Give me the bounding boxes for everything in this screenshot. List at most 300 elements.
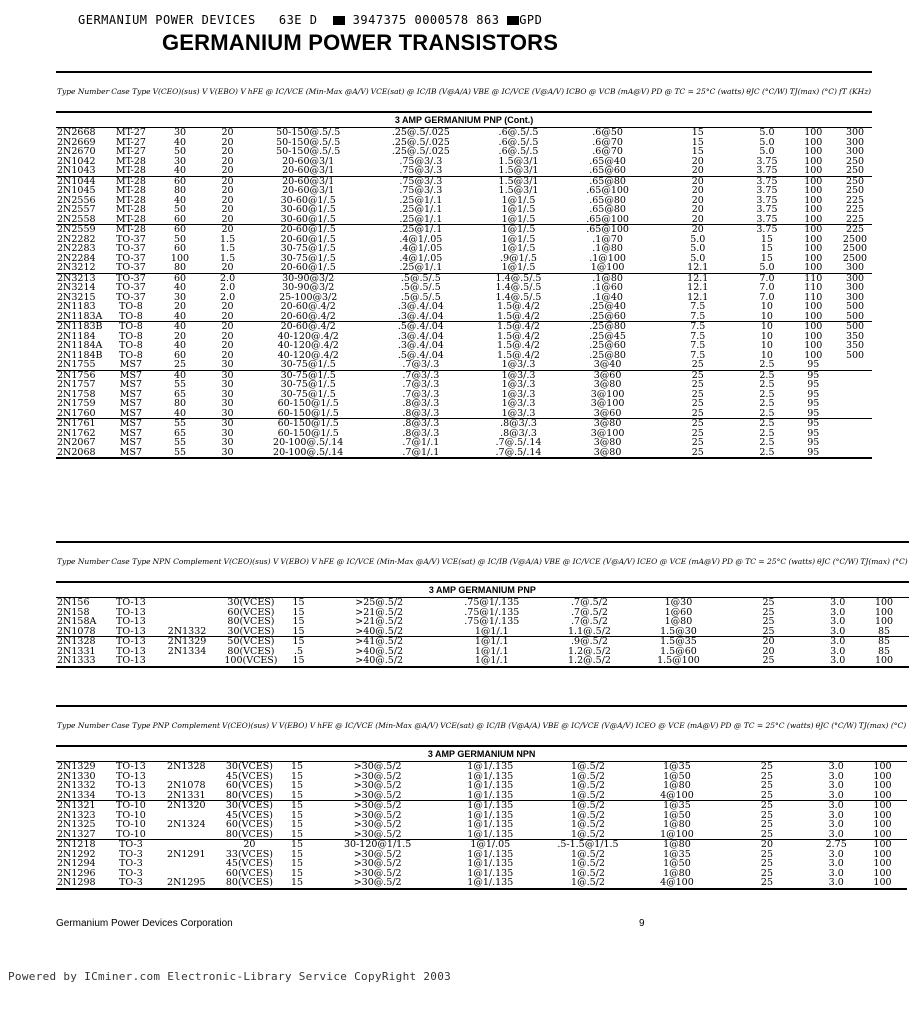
table-cell: 3.0	[828, 780, 844, 791]
table-cell: 20	[221, 310, 234, 322]
table-cell: MS7	[110, 419, 151, 429]
table-cell	[838, 448, 872, 459]
table-cell: .25@.5/.025	[391, 136, 450, 148]
table-cell: 3.0	[828, 770, 844, 782]
table-cell: 50-150@.5/.5	[276, 136, 341, 148]
table-cell: 15	[290, 858, 304, 869]
table-cell: 1@1/.5	[501, 213, 536, 225]
table-cell: 350	[845, 340, 865, 351]
table-cell	[152, 598, 223, 608]
table-cell: 2.5	[759, 359, 775, 370]
table-cell: MS7	[110, 370, 151, 380]
type-number-cell: 2N1330	[57, 770, 96, 782]
table-cell: 30-60@1/.5	[280, 194, 336, 206]
column-header: V(EBO) V	[280, 557, 317, 567]
table-cell: 2N1324	[167, 819, 206, 830]
table-cell: TO-13	[116, 606, 146, 618]
table-cell: 1@.5/2	[571, 828, 605, 840]
column-header: θJC (°C/W)	[746, 87, 788, 97]
table-cell: 3@40	[593, 359, 622, 370]
table-cell: 100	[170, 252, 190, 264]
table-cell: .25@1/.1	[399, 204, 443, 215]
table-cell: 3.0	[830, 655, 846, 666]
table-cell: 25	[762, 606, 775, 618]
table-cell: 55	[173, 437, 187, 448]
table-cell: MT-27	[115, 136, 146, 148]
table-cell	[838, 390, 872, 400]
table-cell: 30-60@1/.5	[280, 204, 336, 215]
table-row	[56, 840, 907, 850]
table-cell: 1@1/.135	[467, 828, 514, 840]
table-cell: .25@.5/.025	[391, 127, 450, 138]
table-cell: .25@60	[589, 340, 626, 351]
table-cell: 100	[804, 310, 823, 322]
table-cell: 3.0	[815, 801, 858, 811]
table-cell: 30(VCES)	[227, 597, 275, 608]
table-cell: .6@70	[592, 136, 623, 148]
table-cell: >30@.5/2	[353, 867, 402, 879]
type-number-cell: 2N1759	[57, 398, 96, 409]
table-cell: TO-8	[119, 349, 143, 361]
table-cell: 1@1/.5	[501, 194, 536, 206]
table-cell: 1.5	[220, 233, 236, 245]
table-cell: TO-37	[116, 291, 146, 303]
table-cell: .7@.5/2	[571, 597, 608, 608]
table-cell: 25	[762, 625, 775, 637]
table-cell: 100	[804, 301, 823, 312]
table-cell: 80	[173, 185, 187, 196]
table-cell: 25	[760, 819, 774, 830]
table-cell: 100	[858, 840, 907, 850]
table-cell: 1@.5/2	[571, 809, 605, 821]
column-header: VCE(sat) @ IC/IB (V@A/A)	[440, 721, 541, 731]
table-cell: 100	[804, 243, 823, 254]
table-cell: 3.75	[756, 194, 778, 206]
table-cell: 20	[762, 645, 775, 657]
column-header: V(CEO)(sus) V	[223, 557, 279, 567]
table-cell: 3.0	[830, 645, 846, 657]
table-cell: MS7	[119, 446, 143, 458]
table-cell: 300	[838, 273, 872, 283]
table-cell: 20	[721, 637, 816, 647]
table-cell: 2.5	[745, 370, 788, 380]
table-cell: 30	[221, 379, 234, 390]
table-cell: 1@3/.3	[501, 379, 536, 390]
table-cell: .8@3/.3	[500, 427, 537, 439]
table-cell: .75@3/.3	[370, 176, 472, 186]
column-header: V(EBO) V	[278, 721, 316, 731]
table-cell: 100	[804, 233, 823, 245]
table-cell: 10	[760, 301, 773, 312]
table-cell: 1@1/.135	[467, 789, 514, 801]
table-cell: 3@80	[593, 437, 622, 448]
table-cell: 40	[173, 136, 187, 148]
table-cell: 3.75	[756, 165, 778, 176]
table-cell: 100	[804, 349, 823, 361]
header-block-mark	[333, 16, 345, 25]
table-cell: 15	[292, 625, 305, 637]
table-cell: TO-13	[116, 655, 146, 666]
table-cell: TO-13	[110, 637, 151, 647]
table-cell: 10	[760, 349, 773, 361]
table-cell: .6@.5/.5	[498, 127, 539, 138]
table-cell: 3.75	[745, 176, 788, 186]
type-number-cell: 2N1045	[57, 185, 96, 196]
table-cell: 25	[650, 370, 745, 380]
table-cell: 15	[691, 127, 704, 138]
column-header: VBE @ IC/VCE (V@A/V)	[472, 87, 565, 97]
table-cell: 1.5@30	[660, 625, 697, 637]
type-number-cell: 2N1078	[57, 625, 96, 637]
table-cell: 1@100	[590, 262, 625, 273]
table-cell: 60-150@1/.5	[277, 427, 339, 439]
table-cell: .4@1/.05	[399, 252, 443, 264]
table-cell: .3@.4/.04	[397, 330, 444, 342]
table-cell: >25@.5/2	[355, 597, 404, 608]
table-cell: TO-10	[116, 828, 146, 840]
table-cell: 25	[760, 867, 774, 879]
table-cell: MS7	[119, 398, 143, 409]
table-cell: >40@.5/2	[355, 655, 404, 666]
table-cell: .1@80	[592, 243, 623, 254]
table-cell: 50-150@.5/.5	[276, 127, 341, 138]
table-cell: 100	[804, 204, 823, 215]
table-cell: >41@.5/2	[318, 637, 441, 647]
table-cell: 45(VCES)	[225, 770, 273, 782]
table-cell: .7@1/.1	[402, 446, 440, 458]
table-cell: 1@3/.3	[501, 388, 536, 400]
column-header: VBE @ IC/VCE (V@A/V)	[543, 557, 635, 567]
column-header: PD @ TC = 25°C (watts)	[721, 557, 816, 567]
table-cell: 100	[789, 322, 838, 332]
table-cell: 3.0	[828, 809, 844, 821]
table-cell: 300	[845, 136, 865, 148]
table-cell: 1.5@3/1	[498, 155, 539, 167]
table-cell: 5.0	[759, 262, 775, 273]
table-cell: TO-8	[119, 301, 143, 312]
table-cell: 25	[762, 597, 775, 608]
type-number-cell: 2N2668	[57, 127, 96, 138]
table-cell: 15	[290, 770, 304, 782]
table-cell: 12.1	[687, 282, 709, 293]
table-cell: 100	[873, 761, 892, 772]
table-cell: 20	[221, 349, 234, 361]
table-cell: 15	[278, 801, 316, 811]
column-header: VBE @ IC/VCE (V@A/V)	[542, 721, 634, 731]
table-cell: 110	[804, 282, 823, 293]
table-cell: 2.5	[759, 388, 775, 400]
table-cell: 15	[292, 616, 305, 627]
table-row	[56, 762, 907, 772]
table-cell: 7.0	[759, 282, 775, 293]
table-cell: 2N1328	[167, 761, 206, 772]
table-cell: 30	[173, 155, 187, 167]
type-number-cell: 2N2556	[57, 194, 96, 206]
table-cell: 3.0	[830, 597, 846, 608]
table-cell: 20	[650, 176, 745, 186]
table-cell: 350	[845, 330, 865, 342]
table-cell: TO-3	[119, 877, 143, 888]
table-cell: 5.0	[690, 243, 706, 254]
table-cell: 1@1/.5	[501, 243, 536, 254]
table-cell: TO-8	[110, 322, 151, 332]
table-cell: 1@1/.1	[474, 655, 509, 666]
table-cell: 20	[221, 213, 234, 225]
table-cell: .25@80	[565, 322, 650, 332]
type-number-cell: 2N1296	[57, 867, 96, 879]
table-cell: 1.2@.5/2	[568, 645, 611, 657]
column-header: θJC (°C/W)	[815, 721, 857, 731]
table-cell: 1@80	[664, 616, 693, 627]
table-cell: 20	[221, 330, 234, 342]
table-cell: 500	[838, 322, 872, 332]
table-cell: 30-120@1/1.5	[316, 840, 439, 850]
table-cell: 25	[650, 419, 745, 429]
table-cell: 1@1/.135	[439, 801, 541, 811]
table-cell: TO-13	[116, 789, 146, 801]
table-cell: >30@.5/2	[353, 819, 402, 830]
table-cell: 15	[290, 761, 304, 772]
column-header: hFE @ IC/VCE (Min-Max @A/V)	[317, 721, 439, 731]
table-cell: 55	[173, 379, 187, 390]
table-cell: 2.0	[220, 282, 236, 293]
table-cell: 1.5@3/1	[472, 176, 565, 186]
table-cell: 40-120@.4/2	[277, 349, 339, 361]
type-number-cell: 2N2558	[57, 213, 96, 225]
table-cell: 50	[173, 146, 187, 157]
table-cell: 3.0	[828, 761, 844, 772]
table-cell: 12.1	[650, 273, 745, 283]
table-cell: 25	[691, 427, 704, 439]
table-cell: 100	[873, 858, 892, 869]
table-cell: 30	[208, 419, 246, 429]
table-cell: .25@45	[589, 330, 626, 342]
table-cell: 7.5	[690, 349, 706, 361]
table-cell: 250	[838, 176, 872, 186]
table-cell: .5@.4/.04	[397, 349, 444, 361]
table-cell: MT-28	[115, 204, 146, 215]
table-row	[56, 360, 872, 370]
table-cell: TO-13	[116, 761, 146, 772]
table-cell: 40	[173, 282, 187, 293]
table-cell: 1@.5/2	[571, 789, 605, 801]
header-block-mark	[507, 16, 519, 25]
table-cell: 1@1/.5	[472, 225, 565, 235]
type-number-cell: 2N1329	[57, 761, 96, 772]
table-cell: 5.0	[759, 136, 775, 148]
table-cell: 30	[221, 388, 234, 400]
table-cell: 15	[760, 233, 773, 245]
table-cell	[838, 380, 872, 390]
table-cell: .4@1/.05	[399, 233, 443, 245]
table-cell: 1@35	[663, 761, 691, 772]
table-cell: 100	[804, 165, 823, 176]
table-cell: MT-28	[115, 165, 146, 176]
table-cell: 1@50	[663, 809, 691, 821]
column-header: Type Number	[57, 87, 110, 97]
table-row	[56, 215, 872, 225]
table-cell: 3.75	[745, 225, 788, 235]
table-cell: TO-37	[116, 233, 146, 245]
table-cell: .7@.5/.14	[495, 446, 542, 458]
table-cell: >21@.5/2	[355, 616, 404, 627]
table-cell: 60(VCES)	[225, 780, 273, 791]
table-cell: .65@100	[586, 185, 629, 196]
table-cell: 1@.5/2	[571, 761, 605, 772]
table-cell: 1@80	[663, 819, 691, 830]
table-cell: .8@3/.3	[370, 419, 472, 429]
table-cell: 1.5@.4/2	[497, 310, 540, 322]
table-cell: TO-10	[110, 801, 151, 811]
table-cell: 20	[719, 840, 814, 850]
table-cell: TO-13	[116, 625, 146, 637]
table-cell: 3.0	[828, 858, 844, 869]
table-cell: 7.0	[759, 291, 775, 303]
column-header: Type Number	[57, 721, 110, 731]
table-cell: TO-3	[119, 848, 143, 860]
type-number-cell: 2N2283	[57, 243, 96, 254]
type-number-cell: 2N1294	[57, 858, 96, 869]
table-cell: .25@80	[589, 349, 626, 361]
table-cell: 10	[760, 340, 773, 351]
table-cell: .3@.4/.04	[397, 310, 444, 322]
type-number-cell: 2N1323	[57, 809, 96, 821]
table-cell: 2500	[842, 243, 868, 254]
table-cell: 100	[804, 127, 823, 138]
table-cell: 20	[221, 155, 234, 167]
table-cell: 40	[173, 340, 187, 351]
table-cell: 1.5@35	[636, 637, 721, 647]
table-cell: 100	[873, 877, 892, 888]
table-row	[56, 598, 909, 608]
table-row	[56, 312, 872, 322]
table-row	[56, 322, 872, 332]
type-number-cell: 2N1184B	[57, 349, 103, 361]
table-cell: 20-100@.5/.14	[273, 437, 344, 448]
table-cell: 1@1/.1	[441, 637, 543, 647]
table-cell: 1@1/.5	[501, 204, 536, 215]
table-cell: 500	[845, 310, 865, 322]
table-cell: 1@3/.3	[501, 398, 536, 409]
table-cell: .65@60	[589, 165, 626, 176]
table-cell: 20	[691, 155, 704, 167]
table-cell: 30-75@1/.5	[247, 370, 370, 380]
header-company: GERMANIUM POWER DEVICES	[78, 13, 256, 27]
table-cell: 60	[173, 213, 187, 225]
type-number-cell: 2N1043	[57, 165, 96, 176]
table-pnp-continued	[56, 71, 872, 459]
type-number-cell: 2N158A	[57, 616, 97, 627]
table-cell: MT-28	[115, 194, 146, 206]
table-cell: 2N1332	[167, 625, 207, 637]
table-cell: >40@.5/2	[355, 625, 404, 637]
table-cell: 1.5@.4/2	[497, 340, 540, 351]
table-cell: 1@1/.1	[474, 625, 509, 637]
type-number-cell: 2N2068	[57, 446, 96, 458]
table-cell: 20	[221, 185, 234, 196]
table-cell: MS7	[119, 388, 143, 400]
table-cell: 3@60	[593, 407, 622, 419]
table-cell: 95	[807, 407, 820, 419]
table-cell: MS7	[119, 437, 143, 448]
table-cell: 300	[845, 262, 865, 273]
table-cell: 45(VCES)	[225, 858, 273, 869]
table-cell: TO-8	[119, 310, 143, 322]
table-cell: 15	[290, 819, 304, 830]
table-cell	[152, 840, 221, 850]
table-cell: MT-27	[115, 127, 146, 138]
column-header: θJC (°C/W)	[817, 557, 859, 567]
table-cell: 110	[804, 291, 823, 303]
table-cell: .1@60	[592, 282, 623, 293]
table-cell: .4@1/.05	[399, 243, 443, 254]
table-cell: 20	[691, 194, 704, 206]
table-cell: 100	[804, 340, 823, 351]
table-cell	[152, 830, 221, 840]
type-number-cell: 2N1761	[56, 419, 110, 429]
page-title: GERMANIUM POWER TRANSISTORS	[162, 30, 559, 55]
table-cell: 30-75@1/.5	[280, 243, 336, 254]
table-cell: 15	[290, 848, 304, 860]
column-header: TJ(max) (°C)	[860, 557, 908, 567]
table-cell: 100	[873, 828, 892, 840]
table-cell: 25	[760, 789, 774, 801]
table-cell: 100	[804, 213, 823, 225]
table-cell: .65@40	[589, 155, 626, 167]
table-cell: TO-37	[116, 262, 146, 273]
table-cell: 3@100	[590, 388, 625, 400]
table-cell: 25	[691, 359, 704, 370]
table-cell: 2.5	[759, 407, 775, 419]
table-cell: 300	[845, 127, 865, 138]
table-cell	[838, 438, 872, 448]
table-cell: 20-60@.4/2	[280, 310, 336, 322]
table-cell: .7@3/.3	[402, 379, 440, 390]
table-cell: 3.75	[756, 213, 778, 225]
type-number-cell: 2N1183A	[57, 310, 103, 322]
table-pnp	[56, 541, 909, 668]
table-cell: 40	[152, 370, 209, 380]
table-cell: 55	[152, 419, 209, 429]
table-cell: 20	[650, 225, 745, 235]
table-cell: .75@1/.135	[464, 597, 520, 608]
table-cell: 1.5@.4/2	[497, 330, 540, 342]
table-cell: 25	[691, 398, 704, 409]
table-cell: 2.5	[759, 379, 775, 390]
table-cell: 15	[292, 606, 305, 618]
table-cell: 100	[874, 597, 894, 608]
table-cell: .25@1/.1	[370, 225, 472, 235]
table-cell: 1@.5/2	[541, 801, 634, 811]
type-number-cell: 2N1328	[56, 637, 110, 647]
table-cell: >30@.5/2	[353, 789, 402, 801]
table-cell: 1@1/.135	[467, 858, 514, 869]
table-row	[56, 801, 907, 811]
table-cell: 2.5	[759, 398, 775, 409]
table-cell: 3.0	[828, 867, 844, 879]
table-cell: .6@70	[592, 146, 623, 157]
table-cell: 10	[760, 330, 773, 342]
column-header: TJ(max) (°C)	[858, 721, 907, 731]
table-cell: 20	[691, 185, 704, 196]
table-cell: 1.5@.4/2	[497, 349, 540, 361]
table-cell: 300	[845, 282, 865, 293]
table-cell: 1.5@.4/2	[472, 322, 565, 332]
table-cell: 100	[874, 606, 894, 618]
type-number-cell: 2N1218	[56, 840, 110, 850]
table-cell: TO-37	[116, 282, 146, 293]
table-cell: 20-60@3/1	[282, 165, 335, 176]
